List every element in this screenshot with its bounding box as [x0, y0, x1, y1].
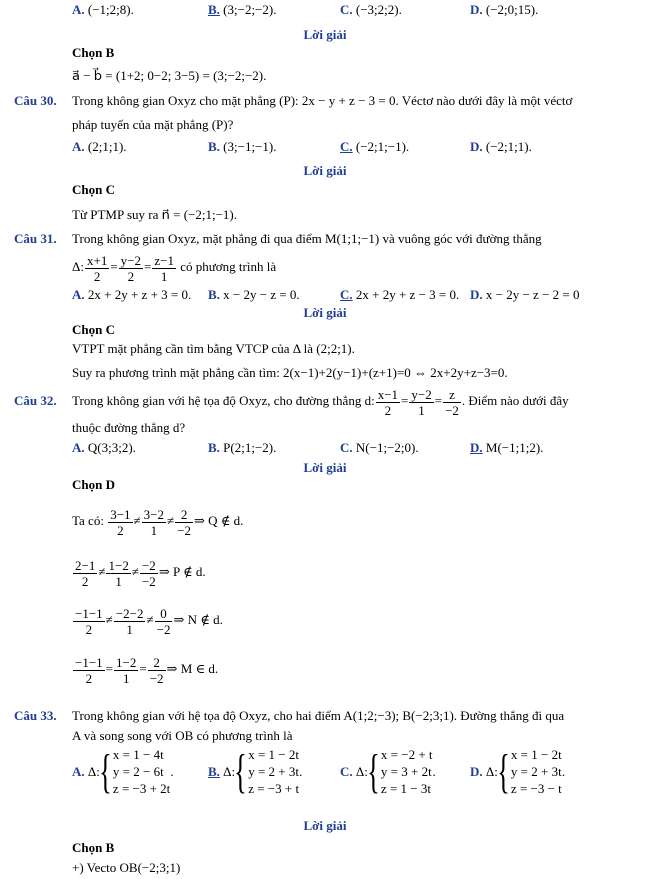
q32-text-line2: thuộc đường thẳng d?	[72, 420, 186, 435]
q31-text-line1: Trong không gian Oxyz, mặt phẳng đi qua điểm M(1;1;−1) và vuông góc với đường thẳng	[72, 231, 542, 246]
q31-step-1: VTPT mặt phẳng cần tìm bằng VTCP của Δ là (2;2;1).	[72, 341, 355, 356]
q33-step: +) Vecto OB(−2;3;1)	[72, 860, 181, 875]
q30-option-d[interactable]: D. (−2;1;1).	[470, 139, 532, 154]
q29-option-b[interactable]: B. (3;−2;−2).	[208, 2, 277, 17]
q32-check-n: $\frac{-1-1}{2}$ ≠ $\frac{-2-2}{1}$ ≠ $\frac{0}{-2}$ ⇒ N ∉ d.	[75, 605, 223, 637]
q33-option-a[interactable]: A. Δ: { x = 1 − 4t y = 2 − 6t z = −3 + 2t .	[72, 744, 174, 798]
q32-option-b[interactable]: B. P(2;1;−2).	[208, 440, 277, 455]
q32-check-q: Ta có: $\frac{3-1}{2}$ ≠ $\frac{3-2}{1}$ ≠ $\frac{2}{-2}$ ⇒ Q ∉ d.	[72, 506, 244, 538]
q33-number: Câu 33.	[14, 708, 57, 723]
q31-solution-heading: Lời giải	[303, 305, 347, 320]
q29-solution-heading: Lời giải	[303, 27, 347, 42]
q29-option-c[interactable]: C. (−3;2;2).	[340, 2, 402, 17]
q32-number: Câu 32.	[14, 393, 57, 408]
brace-icon: {	[367, 744, 380, 798]
q32-check-m: $\frac{-1-1}{2}$ = $\frac{1-2}{1}$ = $\frac{2}{-2}$ ⇒ M ∈ d.	[75, 654, 219, 686]
q32-option-d[interactable]: D. M(−1;1;2).	[470, 440, 544, 455]
brace-icon: {	[99, 744, 112, 798]
q30-option-c[interactable]: C. (−2;1;−1).	[340, 139, 410, 154]
q31-step-2: Suy ra phương trình mặt phẳng cần tìm: 2(x−1)+2(y−1)+(z+1)=0 ⇔ 2x+2y+z−3=0.	[72, 365, 508, 380]
q30-step: Từ PTMP suy ra n⃗ = (−2;1;−1).	[72, 207, 237, 222]
q33-option-c[interactable]: C. Δ: { x = −2 + t y = 3 + 2t z = 1 − 3t .	[340, 744, 436, 798]
q31-answer: Chọn C	[72, 322, 115, 337]
q32-solution-heading: Lời giải	[303, 460, 347, 475]
q31-option-b[interactable]: B. x − 2y − z = 0.	[208, 287, 300, 302]
q33-option-b[interactable]: B. Δ: { x = 1 − 2t y = 2 + 3t z = −3 + t .	[208, 744, 303, 798]
q30-option-b[interactable]: B. (3;−1;−1).	[208, 139, 277, 154]
q31-option-d[interactable]: D. x − 2y − z − 2 = 0	[470, 287, 580, 302]
q33-option-d[interactable]: D. Δ: { x = 1 − 2t y = 2 + 3t z = −3 − t .	[470, 744, 566, 798]
q30-text-line1: Trong không gian Oxyz cho mặt phẳng (P): 2x − y + z − 3 = 0. Véctơ nào dưới đây là một véctơ	[72, 93, 573, 108]
q32-option-a[interactable]: A. Q(3;3;2).	[72, 440, 136, 455]
q32-frac-x: $\frac{x-1}{2}$	[377, 386, 399, 418]
q31-option-a[interactable]: A. 2x + 2y + z + 3 = 0.	[72, 287, 192, 302]
q32-frac-z: $\frac{z}{-2}$	[445, 386, 459, 418]
q30-text-line2: pháp tuyến của mặt phẳng (P)?	[72, 117, 234, 132]
q31-number: Câu 31.	[14, 231, 57, 246]
q33-text-line2: A và song song với OB có phương trình là	[72, 728, 293, 743]
q32-frac-y: $\frac{y-2}{1}$	[411, 386, 432, 418]
q31-line-equation: Δ: $\frac{x+1}{2}$ = $\frac{y-2}{2}$ = $\frac{z-1}{1}$ có phương trình là	[72, 252, 277, 284]
q31-frac-y: $\frac{y-2}{2}$	[120, 252, 142, 284]
q31-text-line2: có phương trình là	[180, 259, 277, 274]
q29-option-d[interactable]: D. (−2;0;15).	[470, 2, 539, 17]
q29-answer: Chọn B	[72, 45, 115, 60]
q32-option-c[interactable]: C. N(−1;−2;0).	[340, 440, 419, 455]
q30-answer: Chọn C	[72, 182, 115, 197]
q31-line-prefix: Δ:	[72, 259, 84, 274]
brace-icon: {	[234, 744, 248, 798]
q32-text-line1: Trong không gian với hệ tọa độ Oxyz, cho đường thẳng d: $\frac{x-1}{2}$ = $\frac{y-2}{1}$ = $\frac{z}{-2}$ . Điểm nào dưới đây	[72, 386, 569, 418]
q31-frac-x: $\frac{x+1}{2}$	[86, 252, 108, 284]
q33-answer: Chọn B	[72, 840, 115, 855]
q30-solution-heading: Lời giải	[303, 163, 347, 178]
q29-option-a[interactable]: A. (−1;2;8).	[72, 2, 134, 17]
q32-answer: Chọn D	[72, 477, 115, 492]
q30-number: Câu 30.	[14, 93, 57, 108]
q30-option-a[interactable]: A. (2;1;1).	[72, 139, 127, 154]
q33-solution-heading: Lời giải	[303, 818, 347, 833]
q31-option-c[interactable]: C. 2x + 2y + z − 3 = 0.	[340, 287, 460, 302]
q33-text-line1: Trong không gian với hệ tọa độ Oxyz, cho hai điểm A(1;2;−3); B(−2;3;1). Đường thẳng đi qua	[72, 708, 565, 723]
q29-step: a⃗ − b⃗ = (1+2; 0−2; 3−5) = (3;−2;−2).	[72, 68, 267, 83]
q32-check-p: $\frac{2-1}{2}$ ≠ $\frac{1-2}{1}$ ≠ $\frac{-2}{-2}$ ⇒ P ∉ d.	[75, 557, 206, 589]
brace-icon: {	[497, 744, 510, 798]
q31-frac-z: $\frac{z-1}{1}$	[154, 252, 174, 284]
